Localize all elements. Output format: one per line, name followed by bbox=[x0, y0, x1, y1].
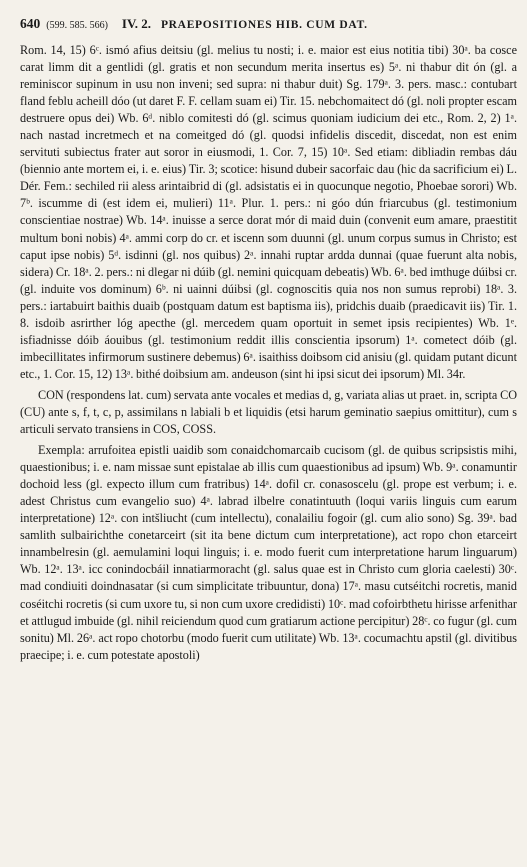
page-number: 640 bbox=[20, 16, 41, 31]
page-header bbox=[20, 16, 517, 32]
paragraph-con-examples: Exempla: arrufoitea epistli uaidib som conaidchomarcaib cucisom (gl. de quibus scripsistis mihi, quaestionibus; i. e. nam missae sunt epistalae ab illis cum quaestionibus ad ipsum) Wb. 9ᵃ. conamuntir dochoid less (gl. expecto illum cum fratribus) 14ᵃ. dofil cr. conasoscelu (gl. prope est verbum; i. e. adest Christus cum evangelio suo) 4ᵃ. labrad ilbelre conatintuuth (loqui variis linguis cum earum interpretatione) 12ᵃ. con intšliucht (cum intellectu), conalailiu fogoir (gl. cum alio sono) Sg. 39ᵃ. bad samlith sulbairichthe conetarceirt (sit ita bene dictum cum interpretatione), act ropo chon etarceirt innambelresin (gl. aemulamini loqui linguis; i. e. modo fuerit cum interpretatione harum linguarum) Wb. 12ᵃ. 13ᵃ. icc conindocbáil innatiarmoracht (gl. salus quae est in Christo cum gloria caelesti) 30ᶜ. mad condiuiti doindnasatar (si cum simplicitate tribuuntur, dona) 17ᵃ. masu cutséitchi rocretis, manid coséitchi rocretis (si cum uxore tu, si non cum uxore credidisti) 10ᶜ. mad cofoirbthetu hirisse arfenithar et attlugud imbuide (gl. nihil reiciendum quod cum gratiarum actione percipitur) 28ᶜ. co fugur (gl. cum sonitu) Ml. 26ᵃ. act ropo chotorbu (modo fuerit cum utilitate) Wb. 13ᵃ. cocumachtu apstil (gl. divitibus praecipe; i. e. cum potestate apostoli) bbox=[20, 443, 517, 662]
paragraph-examples-continued: Rom. 14, 15) 6ᶜ. ismó afius deitsiu (gl. melius tu nosti; i. e. maior est eius notitia tibi) 30ᵃ. ba cosce carat limm dit a gentlidi (gl. gratis et non secundum merita insertus es) 5ᵃ. ni thabur dit ón (gl. a reminiscor supinum in usu non inveni; sed supra: ni thabur duit) Sg. 179ᵃ. 3. pers. masc.: contubart fland feblu acheill dóo (ut daret F. F. cellam suam ei) Tir. 15. nebchomaitect dó (gl. noli propter escam destruere opus dei) Wb. 6ᵈ. niblo comitesti dó (gl. scimus quoniam iudicium dei etc., Rom. 2, 2) 1ᵃ. nach nastad incretmech et na comeitged dó (gl. quodsi infidelis discedit, discedat, non est enim servituti subiectus frater aut soror in eiusmodi, 1. Cor. 7, 15) 10ᵃ. Sed etiam: dibliadin rembas dáu (biennio ante mortem ei, i. e. eius) Tir. 3; scotice: hisund dubeir sacorfaic dau (hic da sacrificium ei) L. Dér. Fem.: sechiled rii aless arintaibrid di (gl. adsistatis ei in quocunque negotio, Phoebae sorori) Wb. 7ᵇ. iscumme di (est idem ei, mulieri) 11ᵃ. Plur. 1. pers.: ni góo dún friarcubus (gl. testimonium conscientiae nostrae) Wb. 14ᵃ. inuisse a serce dorat mór di maid duin (convenit eum amare, praestitit multum boni nobis) 4ᵃ. ammi corp do cr. et iscenn som duunni (gl. unum corpus sumus in Christo; est caput ipse nobis) 5ᵈ. isdinni (gl. nos quibus) 2ᵃ. innahi ruptar ardda dunnai (quae fuerunt alta nobis, sidera) Cr. 18ᵃ. 2. pers.: ni dlegar ni dúib (gl. nemini quicquam debeatis) Wb. 6ᵃ. bed imthuge dúibsi cr. (gl. induite vos dominum) 6ᵇ. ni uainni dúibsi (gl. cognoscitis quia nos non sumus reprobi) 18ᵃ. 3. pers.: iartabuirt baithis duaib (postquam datum est baptisma iis), pridchis duaib (praedicavit iis) Tir. 1. 8. isdoib asrirther lóg apecthe (gl. mercedem quam oportuit in semet ipsis recipientes) Wb. 1ᵉ. isfiadnisse dóib áouibus (gl. testimonium reddit illis conscientia ipsorum) 1ᵃ. cometect dóib (gl. imbecillitates infirmorum sustinere debemus) 6ᵃ. isaithiss doibsom cid anisiu (gl. quidam putant dicunt etc., 1. Cor. 15, 12) 13ᵃ. bithé doibsium am. andeuson (sint hi ipsi sicut dei ipsorum) Ml. 34r. bbox=[20, 43, 517, 381]
running-title: PRAEPOSITIONES HIB. CUM DAT. bbox=[160, 19, 368, 31]
cross-references: (599. 585. 566) bbox=[46, 20, 108, 31]
paragraph-con-definition: CON (respondens lat. cum) servata ante vocales et medias d, g, variata alias ut praet. in, scripta CO (CU) ante s, f, t, c, p, assimilans n labiali b et liquidis (etsi harum geminatio saepius omittitur), cum s articuli servato transiens in COS, COSS. bbox=[20, 387, 517, 437]
section-number: IV. 2. bbox=[121, 16, 151, 31]
